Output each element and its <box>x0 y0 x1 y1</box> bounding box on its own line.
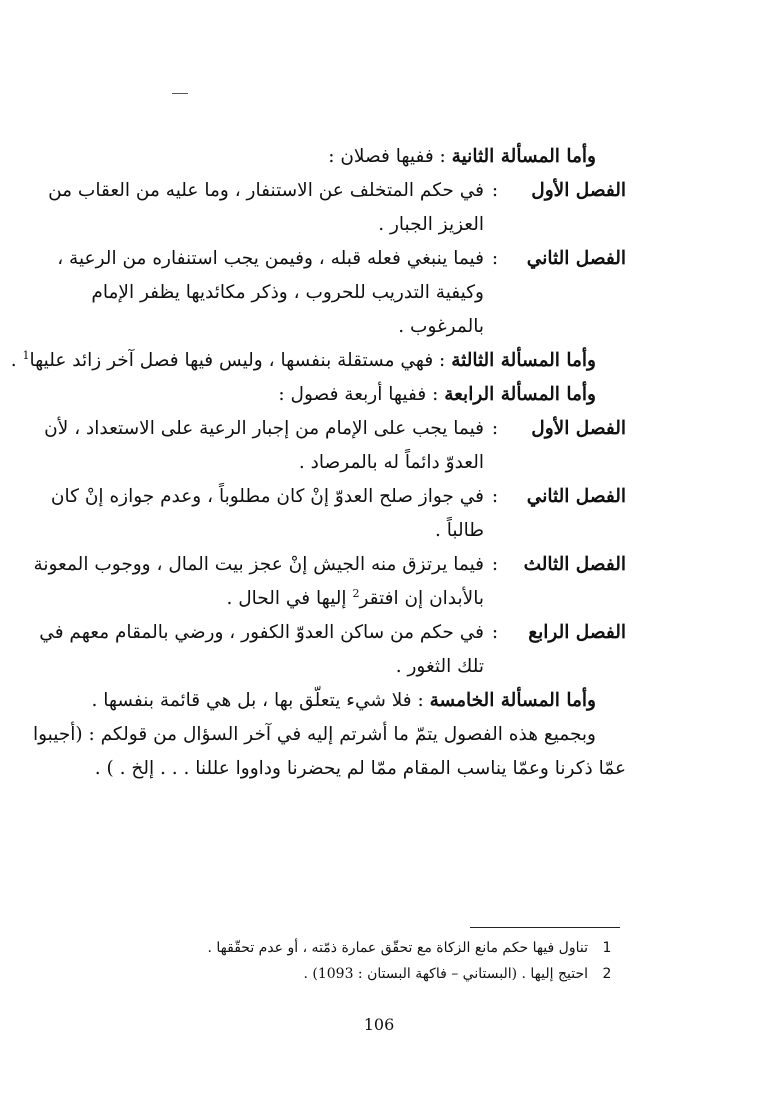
question-five-line: وأما المسألة الخامسة : فلا شيء يتعلّق بها ، بل هي قائمة بنفسها . <box>91 690 596 711</box>
question-two-line: وأما المسألة الثانية : ففيها فصلان : <box>328 146 596 167</box>
section-desc: فيما ينبغي فعله قبله ، وفيمن يجب استنفاره من الرعية ، وكيفية التدريب للحروب ، وذكر مكائديها يظفر الإمام بالمرغوب . <box>57 248 484 337</box>
section-desc: في حكم المتخلف عن الاستنفار ، وما عليه من العقاب من العزيز الجبار . <box>48 180 484 235</box>
footnote-number: 1 <box>602 940 612 956</box>
section-colon: : <box>491 248 499 269</box>
main-text <box>10 140 626 786</box>
section-desc: فيما يجب على الإمام من إجبار الرعية على الاستعداد ، لأن العدوّ دائماً له بالمرصاد . <box>44 418 484 473</box>
section-term: الفصل الثاني <box>526 248 626 269</box>
footnote-ref-1: 1 <box>22 348 30 362</box>
question-three-line: وأما المسألة الثالثة : فهي مستقلة بنفسها ، وليس فيها فصل آخر زائد عليها$^1$ . <box>10 348 596 371</box>
section-colon: : <box>491 418 499 439</box>
footnote-number: 2 <box>602 966 612 982</box>
q4-section-4 <box>39 616 626 684</box>
footnote-1 <box>66 935 626 961</box>
closing-paragraph-line-2: عمّا ذكرنا وعمّا يناسب المقام ممّا لم يحضرنا وداووا عللنا . . . إلخ . ) . <box>94 758 626 779</box>
section-colon: : <box>491 622 499 643</box>
section-term: الفصل الرابع <box>528 622 626 643</box>
section-term: الفصل الأول <box>531 418 626 439</box>
section-term: الفصل الأول <box>531 180 626 201</box>
q4-section-1 <box>44 412 626 480</box>
section-term: الفصل الثاني <box>526 486 626 507</box>
footnote-divider <box>470 927 620 928</box>
footnotes <box>66 935 626 987</box>
section-desc: في جواز صلح العدوّ إنْ كان مطلوباً ، وعدم جوازه إنْ كان طالباً . <box>50 486 484 541</box>
footnote-text: تناول فيها حكم مانع الزكاة مع تحقّق عمارة ذمّته ، أو عدم تحقّقها . <box>207 940 588 956</box>
question-four-line: وأما المسألة الرابعة : ففيها أربعة فصول : <box>278 384 596 405</box>
closing-paragraph-line-1: وبجميع هذه الفصول يتمّ ما أشرتم إليه في آخر السؤال من قولكم : (أجيبوا <box>32 724 596 745</box>
footnote-text: احتيج إليها . (البستاني – فاكهة البستان : 1093) . <box>303 966 588 982</box>
section-colon: : <box>491 486 499 507</box>
q2-section-1 <box>48 174 626 242</box>
section-desc: فيما يرتزق منه الجيش إنْ عجز بيت المال ، ووجوب المعونة بالأبدان إن افتقر$^2$ إليها في الحال . <box>33 554 484 609</box>
footnote-ref-2: 2 <box>352 586 360 600</box>
q4-section-2 <box>50 480 626 548</box>
section-colon: : <box>491 180 499 201</box>
q2-section-2 <box>57 242 626 344</box>
section-desc: في حكم من ساكن العدوّ الكفور ، ورضي بالمقام معهم في تلك الثغور . <box>39 622 484 677</box>
q4-section-3 <box>33 548 626 616</box>
page-number: 106 <box>363 1015 395 1034</box>
section-colon: : <box>491 554 499 575</box>
footnote-2 <box>66 961 626 987</box>
section-term: الفصل الثالث <box>523 554 626 575</box>
header-mark <box>172 93 188 94</box>
